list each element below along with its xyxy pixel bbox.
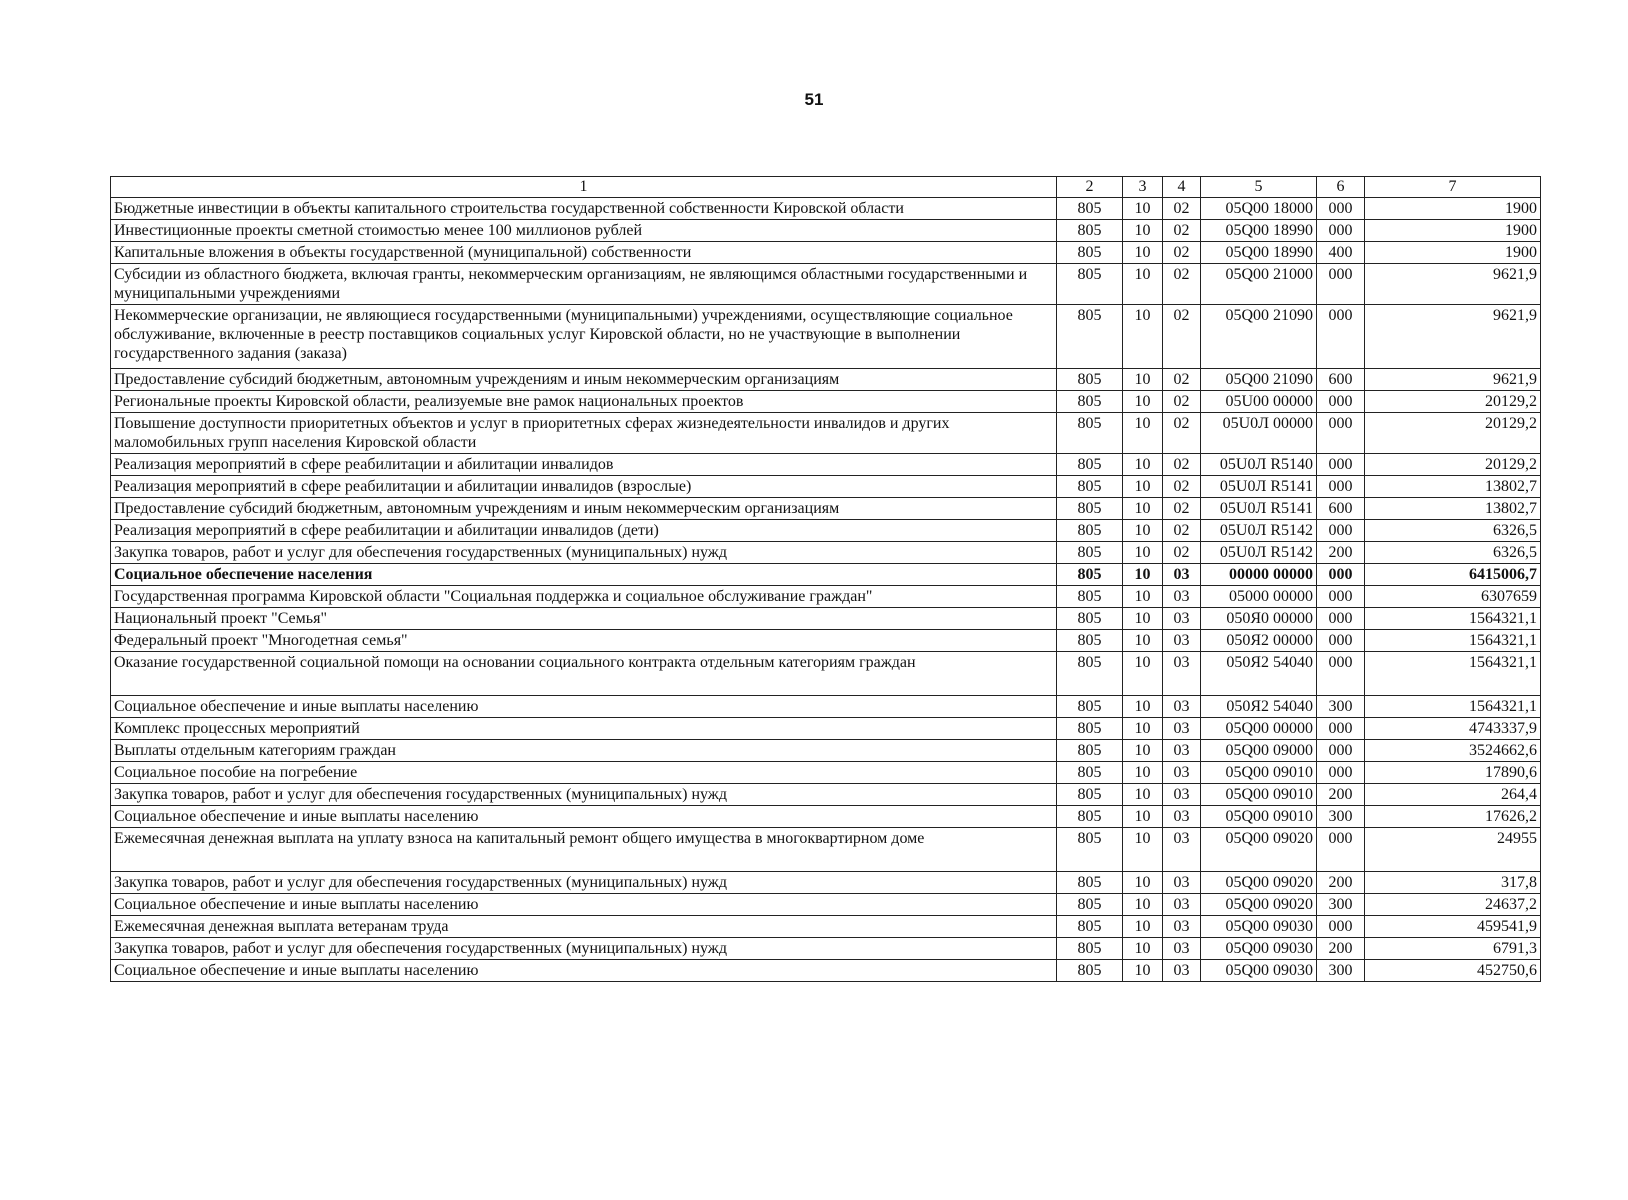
cell-amount: 20129,2 — [1365, 413, 1541, 454]
cell-name: Выплаты отдельным категориям граждан — [111, 740, 1057, 762]
cell-code-5: 05Q00 18990 — [1201, 242, 1317, 264]
cell-name: Региональные проекты Кировской области, реализуемые вне рамок национальных проектов — [111, 391, 1057, 413]
cell-code-3: 10 — [1123, 762, 1163, 784]
table-row — [111, 520, 1541, 542]
cell-code-6: 000 — [1317, 630, 1365, 652]
cell-code-6: 000 — [1317, 916, 1365, 938]
table-row — [111, 828, 1541, 872]
cell-code-6: 000 — [1317, 740, 1365, 762]
cell-amount: 452750,6 — [1365, 960, 1541, 982]
cell-amount: 3524662,6 — [1365, 740, 1541, 762]
cell-code-2: 805 — [1057, 806, 1123, 828]
cell-amount: 24637,2 — [1365, 894, 1541, 916]
cell-name: Субсидии из областного бюджета, включая гранты, некоммерческим организациям, не являющимся областными государственными и муниципальными учреждениями — [111, 264, 1057, 305]
cell-code-4: 03 — [1163, 586, 1201, 608]
cell-code-4: 03 — [1163, 806, 1201, 828]
cell-code-3: 10 — [1123, 960, 1163, 982]
cell-name: Социальное обеспечение и иные выплаты населению — [111, 960, 1057, 982]
cell-code-6: 000 — [1317, 476, 1365, 498]
cell-code-3: 10 — [1123, 520, 1163, 542]
cell-code-4: 03 — [1163, 894, 1201, 916]
column-header: 1 — [111, 177, 1057, 198]
cell-code-3: 10 — [1123, 220, 1163, 242]
cell-code-3: 10 — [1123, 542, 1163, 564]
cell-code-3: 10 — [1123, 784, 1163, 806]
cell-code-3: 10 — [1123, 916, 1163, 938]
table-row — [111, 784, 1541, 806]
cell-name: Государственная программа Кировской области "Социальная поддержка и социальное обслуживание граждан" — [111, 586, 1057, 608]
cell-name: Ежемесячная денежная выплата на уплату взноса на капитальный ремонт общего имущества в многоквартирном доме — [111, 828, 1057, 872]
table-row — [111, 630, 1541, 652]
cell-code-2: 805 — [1057, 586, 1123, 608]
cell-code-6: 300 — [1317, 806, 1365, 828]
column-header: 4 — [1163, 177, 1201, 198]
cell-amount: 1900 — [1365, 220, 1541, 242]
cell-amount: 1900 — [1365, 198, 1541, 220]
table-row — [111, 762, 1541, 784]
cell-code-3: 10 — [1123, 630, 1163, 652]
cell-code-6: 400 — [1317, 242, 1365, 264]
column-header: 3 — [1123, 177, 1163, 198]
cell-code-4: 02 — [1163, 220, 1201, 242]
table-row — [111, 652, 1541, 696]
cell-code-2: 805 — [1057, 872, 1123, 894]
cell-code-3: 10 — [1123, 586, 1163, 608]
cell-code-2: 805 — [1057, 696, 1123, 718]
cell-code-6: 300 — [1317, 894, 1365, 916]
cell-code-5: 05Q00 09010 — [1201, 806, 1317, 828]
cell-name: Комплекс процессных мероприятий — [111, 718, 1057, 740]
cell-name: Социальное обеспечение и иные выплаты населению — [111, 696, 1057, 718]
cell-amount: 6415006,7 — [1365, 564, 1541, 586]
cell-code-2: 805 — [1057, 476, 1123, 498]
cell-code-5: 05Q00 21090 — [1201, 305, 1317, 369]
cell-code-2: 805 — [1057, 498, 1123, 520]
cell-code-3: 10 — [1123, 305, 1163, 369]
cell-code-2: 805 — [1057, 652, 1123, 696]
cell-code-6: 600 — [1317, 369, 1365, 391]
cell-code-6: 300 — [1317, 960, 1365, 982]
cell-code-3: 10 — [1123, 894, 1163, 916]
cell-code-2: 805 — [1057, 391, 1123, 413]
cell-code-5: 050Я2 54040 — [1201, 652, 1317, 696]
cell-code-2: 805 — [1057, 762, 1123, 784]
cell-code-3: 10 — [1123, 652, 1163, 696]
table-row — [111, 806, 1541, 828]
cell-code-4: 02 — [1163, 305, 1201, 369]
cell-code-5: 00000 00000 — [1201, 564, 1317, 586]
table-row — [111, 542, 1541, 564]
table-row — [111, 198, 1541, 220]
cell-code-2: 805 — [1057, 564, 1123, 586]
column-header: 5 — [1201, 177, 1317, 198]
table-row — [111, 369, 1541, 391]
cell-code-3: 10 — [1123, 872, 1163, 894]
cell-code-5: 05U00 00000 — [1201, 391, 1317, 413]
cell-code-3: 10 — [1123, 696, 1163, 718]
cell-code-5: 05U0Л R5140 — [1201, 454, 1317, 476]
cell-code-6: 000 — [1317, 413, 1365, 454]
cell-code-5: 05U0Л R5142 — [1201, 542, 1317, 564]
cell-code-5: 05Q00 18000 — [1201, 198, 1317, 220]
cell-code-4: 03 — [1163, 608, 1201, 630]
cell-code-4: 03 — [1163, 652, 1201, 696]
table-row — [111, 718, 1541, 740]
cell-code-4: 03 — [1163, 696, 1201, 718]
cell-code-3: 10 — [1123, 806, 1163, 828]
table-row — [111, 220, 1541, 242]
cell-code-2: 805 — [1057, 305, 1123, 369]
cell-amount: 6791,3 — [1365, 938, 1541, 960]
cell-code-6: 000 — [1317, 198, 1365, 220]
cell-code-3: 10 — [1123, 391, 1163, 413]
cell-code-3: 10 — [1123, 198, 1163, 220]
cell-code-5: 05U0Л R5141 — [1201, 476, 1317, 498]
cell-code-2: 805 — [1057, 960, 1123, 982]
cell-code-6: 200 — [1317, 784, 1365, 806]
cell-amount: 1564321,1 — [1365, 630, 1541, 652]
table-row — [111, 960, 1541, 982]
table-row — [111, 564, 1541, 586]
cell-name: Социальное обеспечение и иные выплаты населению — [111, 806, 1057, 828]
cell-code-3: 10 — [1123, 740, 1163, 762]
cell-code-4: 02 — [1163, 542, 1201, 564]
cell-code-2: 805 — [1057, 454, 1123, 476]
cell-name: Ежемесячная денежная выплата ветеранам труда — [111, 916, 1057, 938]
cell-code-6: 000 — [1317, 828, 1365, 872]
budget-table — [110, 176, 1541, 982]
table-row — [111, 696, 1541, 718]
cell-amount: 6326,5 — [1365, 520, 1541, 542]
cell-code-5: 05Q00 09020 — [1201, 894, 1317, 916]
cell-code-5: 05Q00 09020 — [1201, 872, 1317, 894]
table-row — [111, 413, 1541, 454]
cell-name: Федеральный проект "Многодетная семья" — [111, 630, 1057, 652]
cell-name: Предоставление субсидий бюджетным, автономным учреждениям и иным некоммерческим организациям — [111, 498, 1057, 520]
cell-amount: 1564321,1 — [1365, 696, 1541, 718]
cell-code-5: 05Q00 09010 — [1201, 762, 1317, 784]
cell-amount: 17890,6 — [1365, 762, 1541, 784]
cell-code-6: 000 — [1317, 391, 1365, 413]
cell-code-2: 805 — [1057, 740, 1123, 762]
cell-code-2: 805 — [1057, 784, 1123, 806]
table-row — [111, 391, 1541, 413]
cell-name: Оказание государственной социальной помощи на основании социального контракта отдельным категориям граждан — [111, 652, 1057, 696]
cell-name: Социальное обеспечение и иные выплаты населению — [111, 894, 1057, 916]
cell-code-3: 10 — [1123, 476, 1163, 498]
cell-name: Закупка товаров, работ и услуг для обеспечения государственных (муниципальных) нужд — [111, 938, 1057, 960]
cell-code-6: 000 — [1317, 264, 1365, 305]
cell-code-2: 805 — [1057, 608, 1123, 630]
cell-name: Закупка товаров, работ и услуг для обеспечения государственных (муниципальных) нужд — [111, 542, 1057, 564]
cell-code-2: 805 — [1057, 220, 1123, 242]
table-row — [111, 454, 1541, 476]
cell-code-6: 000 — [1317, 718, 1365, 740]
cell-code-5: 050Я0 00000 — [1201, 608, 1317, 630]
cell-code-6: 600 — [1317, 498, 1365, 520]
cell-code-6: 000 — [1317, 305, 1365, 369]
cell-amount: 1564321,1 — [1365, 608, 1541, 630]
column-header: 2 — [1057, 177, 1123, 198]
cell-code-4: 02 — [1163, 391, 1201, 413]
cell-name: Закупка товаров, работ и услуг для обеспечения государственных (муниципальных) нужд — [111, 784, 1057, 806]
cell-name: Национальный проект "Семья" — [111, 608, 1057, 630]
table-header-row — [111, 177, 1541, 198]
cell-code-5: 05Q00 09030 — [1201, 938, 1317, 960]
cell-code-4: 02 — [1163, 264, 1201, 305]
cell-name: Капитальные вложения в объекты государственной (муниципальной) собственности — [111, 242, 1057, 264]
cell-code-2: 805 — [1057, 916, 1123, 938]
cell-code-3: 10 — [1123, 498, 1163, 520]
cell-amount: 9621,9 — [1365, 264, 1541, 305]
table-row — [111, 608, 1541, 630]
cell-code-4: 03 — [1163, 916, 1201, 938]
cell-code-4: 02 — [1163, 198, 1201, 220]
cell-code-2: 805 — [1057, 413, 1123, 454]
table-row — [111, 916, 1541, 938]
cell-code-6: 000 — [1317, 220, 1365, 242]
cell-amount: 13802,7 — [1365, 476, 1541, 498]
cell-code-6: 200 — [1317, 872, 1365, 894]
table-row — [111, 740, 1541, 762]
cell-code-6: 000 — [1317, 520, 1365, 542]
cell-code-4: 02 — [1163, 369, 1201, 391]
cell-code-5: 05Q00 09000 — [1201, 740, 1317, 762]
cell-code-2: 805 — [1057, 264, 1123, 305]
cell-code-2: 805 — [1057, 242, 1123, 264]
cell-amount: 4743337,9 — [1365, 718, 1541, 740]
cell-code-3: 10 — [1123, 828, 1163, 872]
cell-code-4: 03 — [1163, 938, 1201, 960]
cell-code-6: 000 — [1317, 652, 1365, 696]
cell-code-5: 05Q00 21000 — [1201, 264, 1317, 305]
cell-code-2: 805 — [1057, 938, 1123, 960]
cell-code-2: 805 — [1057, 542, 1123, 564]
cell-code-4: 02 — [1163, 498, 1201, 520]
cell-code-3: 10 — [1123, 564, 1163, 586]
table-row — [111, 872, 1541, 894]
cell-code-6: 000 — [1317, 454, 1365, 476]
cell-code-6: 000 — [1317, 564, 1365, 586]
cell-code-4: 02 — [1163, 520, 1201, 542]
cell-amount: 17626,2 — [1365, 806, 1541, 828]
cell-code-5: 05U0Л 00000 — [1201, 413, 1317, 454]
cell-amount: 6326,5 — [1365, 542, 1541, 564]
column-header: 6 — [1317, 177, 1365, 198]
cell-code-6: 000 — [1317, 586, 1365, 608]
cell-code-3: 10 — [1123, 454, 1163, 476]
table-row — [111, 586, 1541, 608]
cell-code-4: 02 — [1163, 454, 1201, 476]
cell-code-4: 03 — [1163, 960, 1201, 982]
cell-code-3: 10 — [1123, 264, 1163, 305]
cell-name: Некоммерческие организации, не являющиеся государственными (муниципальными) учреждениями, осуществляющие социальное обслуживание, включенные в реестр поставщиков социальных услуг Кировской области, но не участвующие в выполнении государственного задания (заказа) — [111, 305, 1057, 369]
cell-code-2: 805 — [1057, 198, 1123, 220]
cell-amount: 9621,9 — [1365, 305, 1541, 369]
table-row — [111, 264, 1541, 305]
cell-code-2: 805 — [1057, 369, 1123, 391]
cell-amount: 24955 — [1365, 828, 1541, 872]
table-body — [111, 198, 1541, 982]
cell-code-4: 02 — [1163, 476, 1201, 498]
cell-code-5: 050Я2 00000 — [1201, 630, 1317, 652]
cell-code-5: 05Q00 18990 — [1201, 220, 1317, 242]
cell-name: Инвестиционные проекты сметной стоимостью менее 100 миллионов рублей — [111, 220, 1057, 242]
cell-code-6: 000 — [1317, 762, 1365, 784]
table-row — [111, 242, 1541, 264]
cell-code-5: 050Я2 54040 — [1201, 696, 1317, 718]
cell-name: Закупка товаров, работ и услуг для обеспечения государственных (муниципальных) нужд — [111, 872, 1057, 894]
cell-code-3: 10 — [1123, 413, 1163, 454]
cell-code-2: 805 — [1057, 718, 1123, 740]
cell-code-3: 10 — [1123, 369, 1163, 391]
cell-amount: 9621,9 — [1365, 369, 1541, 391]
cell-amount: 13802,7 — [1365, 498, 1541, 520]
table-row — [111, 476, 1541, 498]
cell-code-5: 05Q00 09030 — [1201, 960, 1317, 982]
cell-name: Повышение доступности приоритетных объектов и услуг в приоритетных сферах жизнедеятельности инвалидов и других маломобильных групп населения Кировской области — [111, 413, 1057, 454]
cell-code-4: 03 — [1163, 718, 1201, 740]
table-row — [111, 305, 1541, 369]
cell-amount: 6307659 — [1365, 586, 1541, 608]
cell-code-5: 05Q00 21090 — [1201, 369, 1317, 391]
cell-code-4: 02 — [1163, 242, 1201, 264]
cell-amount: 264,4 — [1365, 784, 1541, 806]
cell-code-2: 805 — [1057, 828, 1123, 872]
cell-code-4: 03 — [1163, 784, 1201, 806]
cell-code-4: 03 — [1163, 872, 1201, 894]
cell-code-6: 200 — [1317, 542, 1365, 564]
cell-name: Реализация мероприятий в сфере реабилитации и абилитации инвалидов — [111, 454, 1057, 476]
cell-amount: 20129,2 — [1365, 454, 1541, 476]
page-number: 51 — [804, 90, 824, 109]
cell-code-5: 05Q00 09030 — [1201, 916, 1317, 938]
cell-code-3: 10 — [1123, 608, 1163, 630]
table-row — [111, 894, 1541, 916]
cell-code-2: 805 — [1057, 520, 1123, 542]
cell-code-2: 805 — [1057, 894, 1123, 916]
cell-name: Предоставление субсидий бюджетным, автономным учреждениям и иным некоммерческим организациям — [111, 369, 1057, 391]
cell-name: Социальное пособие на погребение — [111, 762, 1057, 784]
cell-code-5: 05U0Л R5142 — [1201, 520, 1317, 542]
cell-name: Социальное обеспечение населения — [111, 564, 1057, 586]
cell-amount: 20129,2 — [1365, 391, 1541, 413]
cell-name: Реализация мероприятий в сфере реабилитации и абилитации инвалидов (дети) — [111, 520, 1057, 542]
cell-code-5: 05Q00 00000 — [1201, 718, 1317, 740]
cell-code-6: 200 — [1317, 938, 1365, 960]
cell-amount: 317,8 — [1365, 872, 1541, 894]
cell-code-3: 10 — [1123, 938, 1163, 960]
cell-code-3: 10 — [1123, 718, 1163, 740]
cell-code-4: 02 — [1163, 413, 1201, 454]
cell-name: Бюджетные инвестиции в объекты капитального строительства государственной собственности Кировской области — [111, 198, 1057, 220]
cell-code-5: 05U0Л R5141 — [1201, 498, 1317, 520]
cell-amount: 459541,9 — [1365, 916, 1541, 938]
cell-code-5: 05Q00 09010 — [1201, 784, 1317, 806]
table-row — [111, 938, 1541, 960]
column-header: 7 — [1365, 177, 1541, 198]
cell-code-6: 000 — [1317, 608, 1365, 630]
cell-code-5: 05000 00000 — [1201, 586, 1317, 608]
cell-code-6: 300 — [1317, 696, 1365, 718]
cell-code-2: 805 — [1057, 630, 1123, 652]
cell-amount: 1900 — [1365, 242, 1541, 264]
cell-code-4: 03 — [1163, 828, 1201, 872]
cell-code-4: 03 — [1163, 740, 1201, 762]
cell-name: Реализация мероприятий в сфере реабилитации и абилитации инвалидов (взрослые) — [111, 476, 1057, 498]
cell-code-4: 03 — [1163, 762, 1201, 784]
cell-code-4: 03 — [1163, 630, 1201, 652]
cell-code-3: 10 — [1123, 242, 1163, 264]
cell-code-4: 03 — [1163, 564, 1201, 586]
cell-amount: 1564321,1 — [1365, 652, 1541, 696]
table-row — [111, 498, 1541, 520]
cell-code-5: 05Q00 09020 — [1201, 828, 1317, 872]
